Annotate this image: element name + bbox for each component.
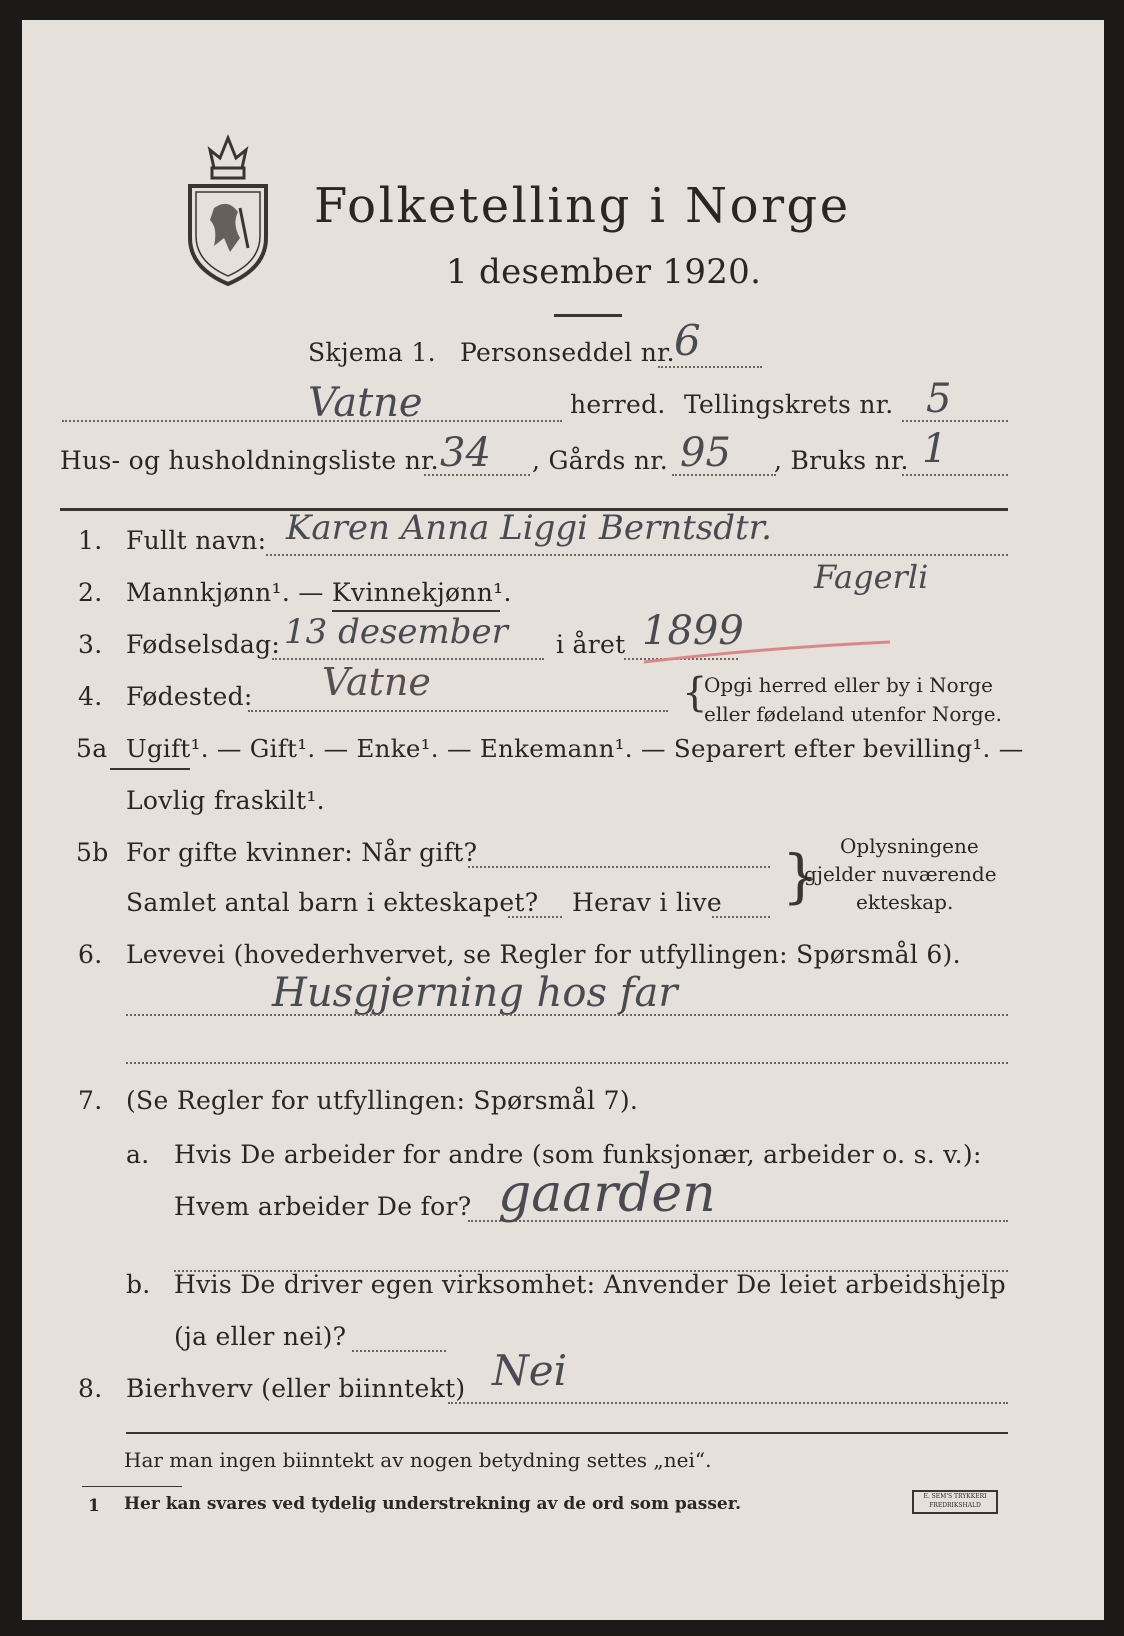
bruks-line — [902, 474, 1008, 476]
q3-value: 13 desember — [284, 612, 508, 652]
tellingskrets-label: Tellingskrets nr. — [684, 390, 894, 419]
q6-line-1 — [126, 1014, 1008, 1016]
q1-number: 1. — [78, 526, 103, 555]
q8-line — [448, 1402, 1008, 1404]
q5b-line-3 — [712, 916, 770, 918]
printer-stamp-text: E. SEM'S TRYKKERI FREDRIKSHALD — [923, 1493, 987, 1509]
q7a-value: gaarden — [498, 1164, 716, 1224]
q6-number: 6. — [78, 940, 103, 969]
census-form — [22, 20, 1104, 1620]
q1-label: Fullt navn: — [126, 526, 267, 555]
footnote-text: Her kan svares ved tydelig understrekning av de ord som passer. — [124, 1494, 742, 1514]
q8-label: Bierhverv (eller biinntekt) — [126, 1374, 466, 1403]
personseddel-label: Personseddel nr. — [460, 338, 675, 367]
q8-value: Nei — [492, 1346, 568, 1395]
q5b-line-2 — [508, 916, 562, 918]
q4-note-2: eller fødeland utenfor Norge. — [704, 702, 1002, 726]
q7a-line-1: Hvis De arbeider for andre (som funksjonær, arbeider o. s. v.): — [174, 1140, 982, 1169]
q6-label: Levevei (hovederhvervet, se Regler for utfyllingen: Spørsmål 6). — [126, 940, 961, 969]
q1-value-extra: Fagerli — [814, 558, 929, 596]
schema-label: Skjema 1. — [308, 338, 436, 367]
herred-value: Vatne — [308, 380, 423, 426]
q7-number: 7. — [78, 1086, 103, 1115]
q7b-number: b. — [126, 1270, 151, 1299]
bruks-value: 1 — [922, 426, 948, 472]
q6-line-2 — [126, 1062, 1008, 1064]
q3-year-value: 1899 — [642, 608, 744, 654]
printer-stamp — [912, 1490, 998, 1514]
q5b-note-1: Oplysningene — [840, 834, 979, 858]
personseddel-line — [658, 366, 762, 368]
q5b-label-2: Samlet antal barn i ekteskapet? — [126, 888, 539, 917]
gaards-value: 95 — [680, 430, 731, 476]
q7a-number: a. — [126, 1140, 150, 1169]
q4-note-1: Opgi herred eller by i Norge — [704, 673, 993, 697]
q2-label: Mannkjønn¹. — Kvinnekjønn¹. — [126, 578, 512, 607]
q1-line — [266, 554, 1008, 556]
q4-value: Vatne — [322, 660, 431, 704]
q3-number: 3. — [78, 630, 103, 659]
q4-number: 4. — [78, 682, 103, 711]
q7a-line-2: Hvem arbeider De for? — [174, 1192, 472, 1221]
q2-number: 2. — [78, 578, 103, 607]
footnote-mark: 1 — [88, 1496, 100, 1516]
q4-line — [248, 710, 668, 712]
q8-number: 8. — [78, 1374, 103, 1403]
bruks-label: , Bruks nr. — [774, 446, 909, 475]
q3-year-label: i året — [556, 630, 626, 659]
q5b-line-1 — [468, 866, 770, 868]
personseddel-value: 6 — [674, 316, 701, 365]
census-date: 1 desember 1920. — [446, 252, 762, 292]
title-divider — [554, 314, 622, 317]
q5b-note-3: ekteskap. — [856, 890, 954, 914]
hus-value: 34 — [440, 430, 491, 476]
form-title: Folketelling i Norge — [314, 178, 851, 234]
q7b-line-2: (ja eller nei)? — [174, 1322, 347, 1351]
q1-value: Karen Anna Liggi Berntsdtr. — [286, 508, 772, 548]
q5b-label-3: Herav i live — [572, 888, 722, 917]
q5a-number: 5a — [76, 734, 108, 763]
q5b-number: 5b — [76, 838, 109, 867]
q7-label: (Se Regler for utfyllingen: Spørsmål 7). — [126, 1086, 639, 1115]
q6-value: Husgjerning hos far — [272, 970, 678, 1016]
q4-label: Fødested: — [126, 682, 253, 711]
footer-divider — [126, 1432, 1008, 1434]
q5b-note-2: gjelder nuværende — [804, 862, 997, 886]
tellingskrets-value: 5 — [926, 376, 952, 422]
q5a-underline — [110, 768, 190, 770]
red-pencil-stroke — [642, 638, 892, 672]
footnote-divider — [82, 1486, 182, 1487]
q7b-line-1: Hvis De driver egen virksomhet: Anvender De leiet arbeidshjelp — [174, 1270, 1006, 1299]
q4-brace: { — [682, 670, 708, 716]
q7b-line — [352, 1350, 446, 1352]
gaards-label: , Gårds nr. — [532, 446, 669, 475]
herred-label: herred. — [570, 390, 666, 419]
coat-of-arms-icon — [184, 128, 272, 292]
tellingskrets-line — [902, 420, 1008, 422]
hus-label: Hus- og husholdningsliste nr. — [60, 446, 439, 475]
q5a-line-1: Ugift¹. — Gift¹. — Enke¹. — Enkemann¹. — Separert efter bevilling¹. — — [126, 734, 1024, 763]
footer-note: Har man ingen biinntekt av nogen betydning settes „nei“. — [124, 1448, 712, 1472]
q5a-line-2: Lovlig fraskilt¹. — [126, 786, 325, 815]
q3-label: Fødselsdag: — [126, 630, 281, 659]
q5b-brace: } — [782, 842, 819, 910]
q5b-label-1: For gifte kvinner: Når gift? — [126, 838, 478, 867]
